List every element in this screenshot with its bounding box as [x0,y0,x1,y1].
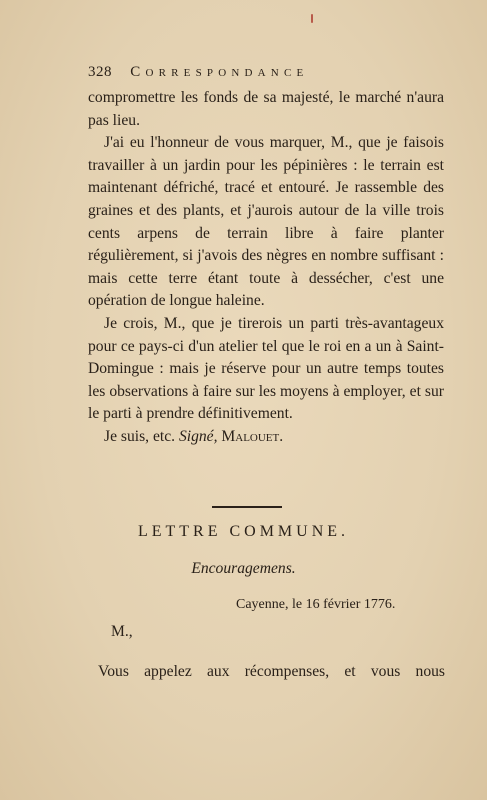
running-title: Correspondance [130,64,309,80]
body-text [88,87,444,449]
signed-label: Signé, [178,427,218,445]
letter-salutation: M., [111,623,133,640]
letter-heading: LETTRE COMMUNE. [137,523,350,540]
letter-dateline: Cayenne, le 16 février 1776. [236,597,396,612]
letter-subheading: Encouragemens. [191,560,296,577]
letter-first-line: Vous appelez aux récompenses, et vous nous [98,663,445,680]
paragraph-continued: compromettre les fonds de sa majesté, le marché n'aura pas lieu. [88,89,444,129]
ink-mark [311,14,313,23]
paragraph-jardin: J'ai eu l'honneur de vous marquer, M., que je faisois travailler à un jardin pour les pépinières : le terrain est maintenant défriché, tracé et entouré. Je rassemble des graines et des plants, et j'aurois autour de la ville trois cents arpens de terrain libre à faire planter régulièrement, si j'avois des nègres en nombre suffisant : mais cette terre étant toute à dessécher, c'est une opération de longue haleine. [88,134,444,310]
page-header [88,64,448,81]
page-number: 328 [88,64,112,80]
closing-prefix: Je suis, etc. [104,427,176,445]
section-divider [212,506,282,508]
closing-line [88,426,444,449]
signer-name: Malouet. [221,427,284,445]
paragraph-atelier: Je crois, M., que je tirerois un parti très-avantageux pour ce pays-ci d'un atelier tel que le roi en a un à Saint-Domingue : mais je réserve pour un autre temps toutes les observations à faire sur les moyens à employer, et sur le parti à prendre définitivement. [88,314,444,423]
